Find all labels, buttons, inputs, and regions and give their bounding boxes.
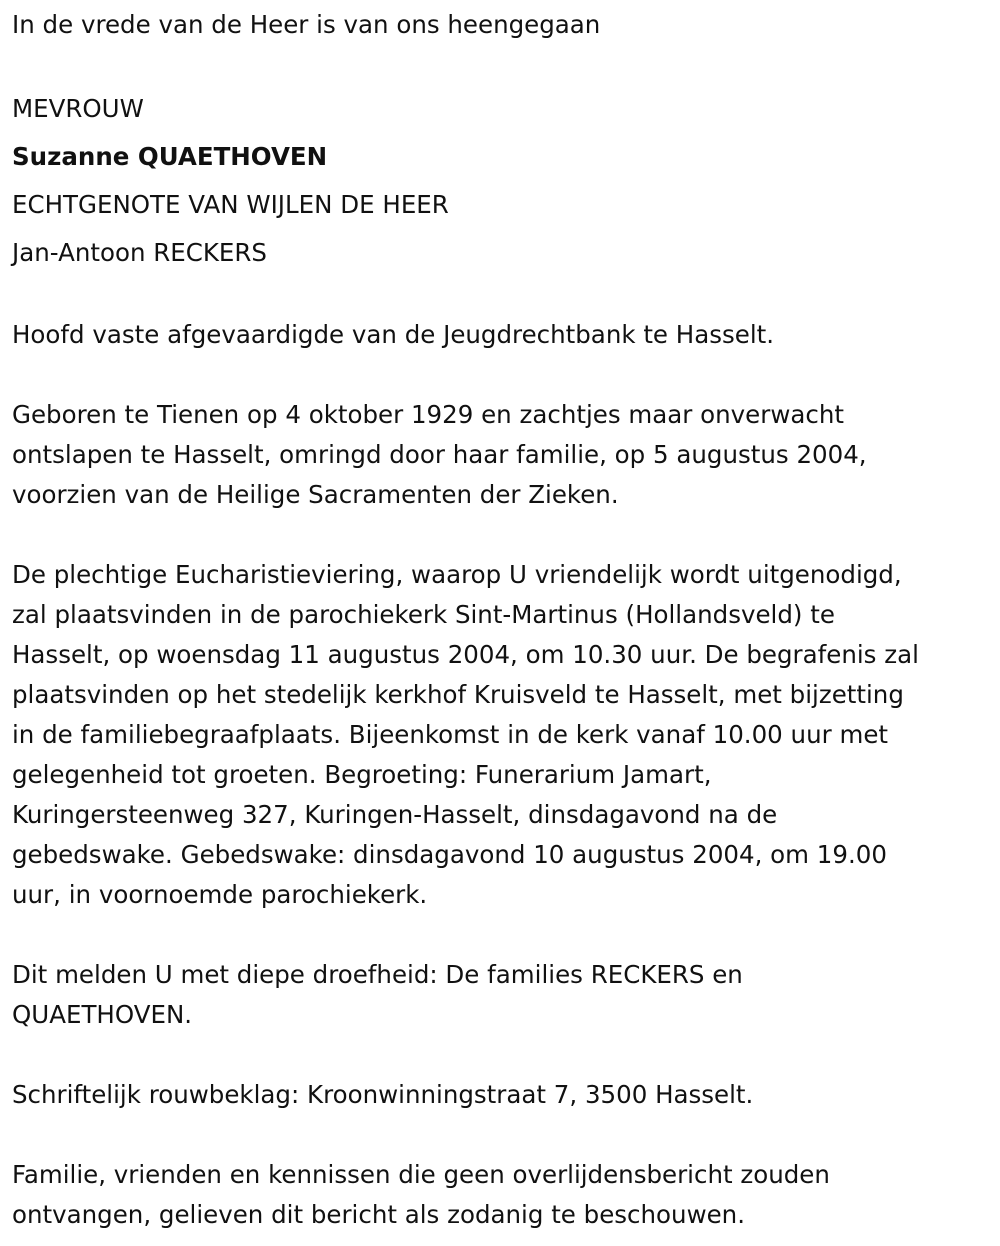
ceremony-line: plaatsvinden op het stedelijk kerkhof Kruisveld te Hasselt, met bijzetting: [12, 680, 904, 709]
closing-line: ontvangen, gelieven dit bericht als zodanig te beschouwen.: [12, 1200, 746, 1229]
intro-line: In de vrede van de Heer is van ons heengegaan: [12, 10, 601, 39]
ceremony-line: gelegenheid tot groeten. Begroeting: Funerarium Jamart,: [12, 760, 712, 789]
birth-death-line: ontslapen te Hasselt, omringd door haar familie, op 5 augustus 2004,: [12, 440, 867, 469]
birth-death-line: voorzien van de Heilige Sacramenten der Zieken.: [12, 480, 619, 509]
ceremony-line: in de familiebegraafplaats. Bijeenkomst in de kerk vanaf 10.00 uur met: [12, 720, 889, 749]
obituary-notice: [12, 0, 987, 1235]
birth-death-paragraph: [12, 395, 987, 515]
announcement-paragraph: [12, 955, 987, 1035]
announcement-line: Dit melden U met diepe droefheid: De families RECKERS en: [12, 960, 743, 989]
closing-line: Familie, vrienden en kennissen die geen overlijdensbericht zouden: [12, 1160, 830, 1189]
ceremony-line: Hasselt, op woensdag 11 augustus 2004, om 10.30 uur. De begrafenis zal: [12, 640, 919, 669]
ceremony-paragraph: [12, 555, 987, 915]
ceremony-line: zal plaatsvinden in de parochiekerk Sint-Martinus (Hollandsveld) te: [12, 600, 835, 629]
ceremony-line: uur, in voornoemde parochiekerk.: [12, 880, 428, 909]
function-line: Hoofd vaste afgevaardigde van de Jeugdrechtbank te Hasselt.: [12, 320, 775, 349]
birth-death-line: Geboren te Tienen op 4 oktober 1929 en zachtjes maar onverwacht: [12, 400, 844, 429]
condolences-line: Schriftelijk rouwbeklag: Kroonwinningstraat 7, 3500 Hasselt.: [12, 1080, 754, 1109]
ceremony-line: De plechtige Eucharistieviering, waarop U vriendelijk wordt uitgenodigd,: [12, 560, 902, 589]
spouse-name: Jan-Antoon RECKERS: [12, 238, 267, 267]
ceremony-line: gebedswake. Gebedswake: dinsdagavond 10 augustus 2004, om 19.00: [12, 840, 887, 869]
relation-line: ECHTGENOTE VAN WIJLEN DE HEER: [12, 190, 449, 219]
deceased-name: Suzanne QUAETHOVEN: [12, 142, 328, 171]
ceremony-line: Kuringersteenweg 327, Kuringen-Hasselt, dinsdagavond na de: [12, 800, 778, 829]
honorific: MEVROUW: [12, 94, 144, 123]
closing-paragraph: [12, 1155, 987, 1235]
announcement-line: QUAETHOVEN.: [12, 1000, 193, 1029]
